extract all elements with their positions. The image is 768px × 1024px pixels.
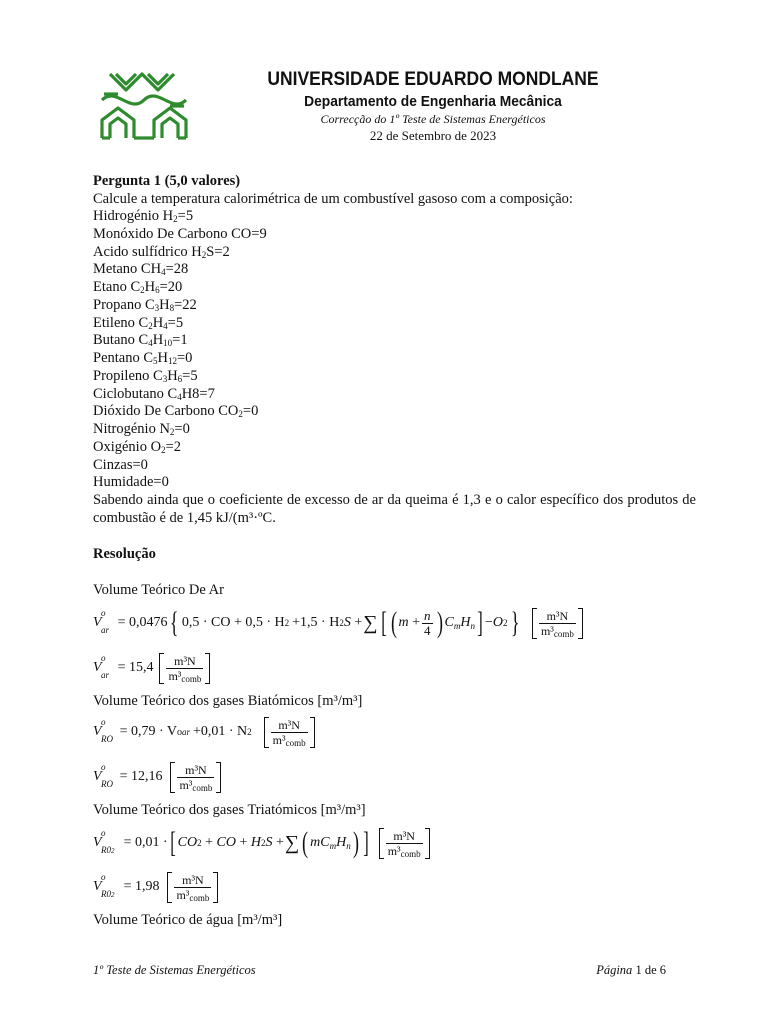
composition-item: Ciclobutano $C_4H8=7$ <box>93 385 215 402</box>
composition-item: Metano $CH_4=28$ <box>93 261 189 278</box>
department-name: Departamento de Engenharia Mecânica <box>304 93 562 110</box>
document-subtitle: Correcção do 1º Teste de Sistemas Energéticos <box>320 112 546 126</box>
unit-bracket: $\frac{\text{m³N}}{m^3_{comb}}$ <box>532 608 583 639</box>
question-closing: Sabendo ainda que o coeficiente de excesso de ar da queima é 1,3 e o calor específico dos produtos de combustão é de 1,45 kJ/(m³·ºC. <box>93 492 696 526</box>
university-name: UNIVERSIDADE EDUARDO MONDLANE <box>267 69 599 90</box>
composition-item: Pentano $C_5H_{12}=0$ <box>93 350 193 366</box>
composition-item: Dióxido De Carbono $CO_2=0$ <box>93 403 259 420</box>
composition-item: Propano $C_3H_8=22$ <box>93 296 197 313</box>
air-volume-formula: V o ar = 0,0476 { 0,5 · CO + 0,5 · H 2 +1,5 · H 2 S + ∑ [ ( m + $\frac{n}{4}$ ) $C_mH_n$ ] − O 2 } $\frac{\text{m³N}}{m^3_{comb}}$ <box>93 603 583 643</box>
resolution-title: Resolução <box>93 546 156 562</box>
footer-title: 1º Teste de Sistemas Energéticos <box>93 963 256 977</box>
composition-item: Acido sulfídrico $H_2S=2$ <box>93 243 230 260</box>
air-volume-label: Volume Teórico De Ar <box>93 582 224 598</box>
biatomic-result: V o RO = 12,16 $\frac{\text{m³N}}{m^3_{comb}}$ <box>93 757 221 797</box>
triatomic-formula: V o R02 = 0,01 · [ CO 2 + CO + H 2 S + ∑ ( $mC_mH_n$ ) ] $\frac{\text{m³N}}{m^3_{comb}}$ <box>93 822 430 864</box>
question-title: Pergunta 1 (5,0 valores) <box>93 173 241 189</box>
composition-item: Oxigénio $O_2=2$ <box>93 438 181 455</box>
question-intro: Calcule a temperatura calorimétrica de um combustível gasoso com a composição: <box>93 191 573 207</box>
biatomic-label: Volume Teórico dos gases Biatómicos [m³/m³] <box>93 693 363 709</box>
composition-item: Humidade=0 <box>93 474 169 491</box>
document-date: 22 de Setembro de 2023 <box>369 128 497 143</box>
triatomic-result: V o R02 = 1,98 $\frac{\text{m³N}}{m^3_{comb}}$ <box>93 867 218 907</box>
composition-item: Monóxido De Carbono CO=9 <box>93 225 267 242</box>
composition-item: Hidrogénio $H_2=5$ <box>93 208 194 224</box>
page-number: Página 1 de 6 <box>596 963 666 977</box>
air-volume-result: V o ar = 15,4 $\frac{\text{m³N}}{m^3_{comb}}$ <box>93 648 210 688</box>
composition-item: Etano $C_2H_6=20$ <box>93 279 183 295</box>
composition-item: Etileno $C_2H_4=5$ <box>93 314 184 331</box>
university-logo <box>96 70 192 142</box>
composition-list <box>93 208 267 492</box>
water-volume-label: Volume Teórico de água [m³/m³] <box>93 912 283 928</box>
composition-item: Butano $C_4H_{10}=1$ <box>93 332 188 349</box>
biatomic-formula: V o RO = 0,79 · V o ar +0,01 · N 2 $\frac{\text{m³N}}{m^3_{comb}}$ <box>93 712 315 752</box>
triatomic-label: Volume Teórico dos gases Triatómicos [m³/m³] <box>93 802 366 818</box>
composition-item: Nitrogénio $N_2=0$ <box>93 421 190 437</box>
composition-item: Cinzas=0 <box>93 456 148 473</box>
composition-item: Propileno $C_3H_6=5$ <box>93 367 198 384</box>
